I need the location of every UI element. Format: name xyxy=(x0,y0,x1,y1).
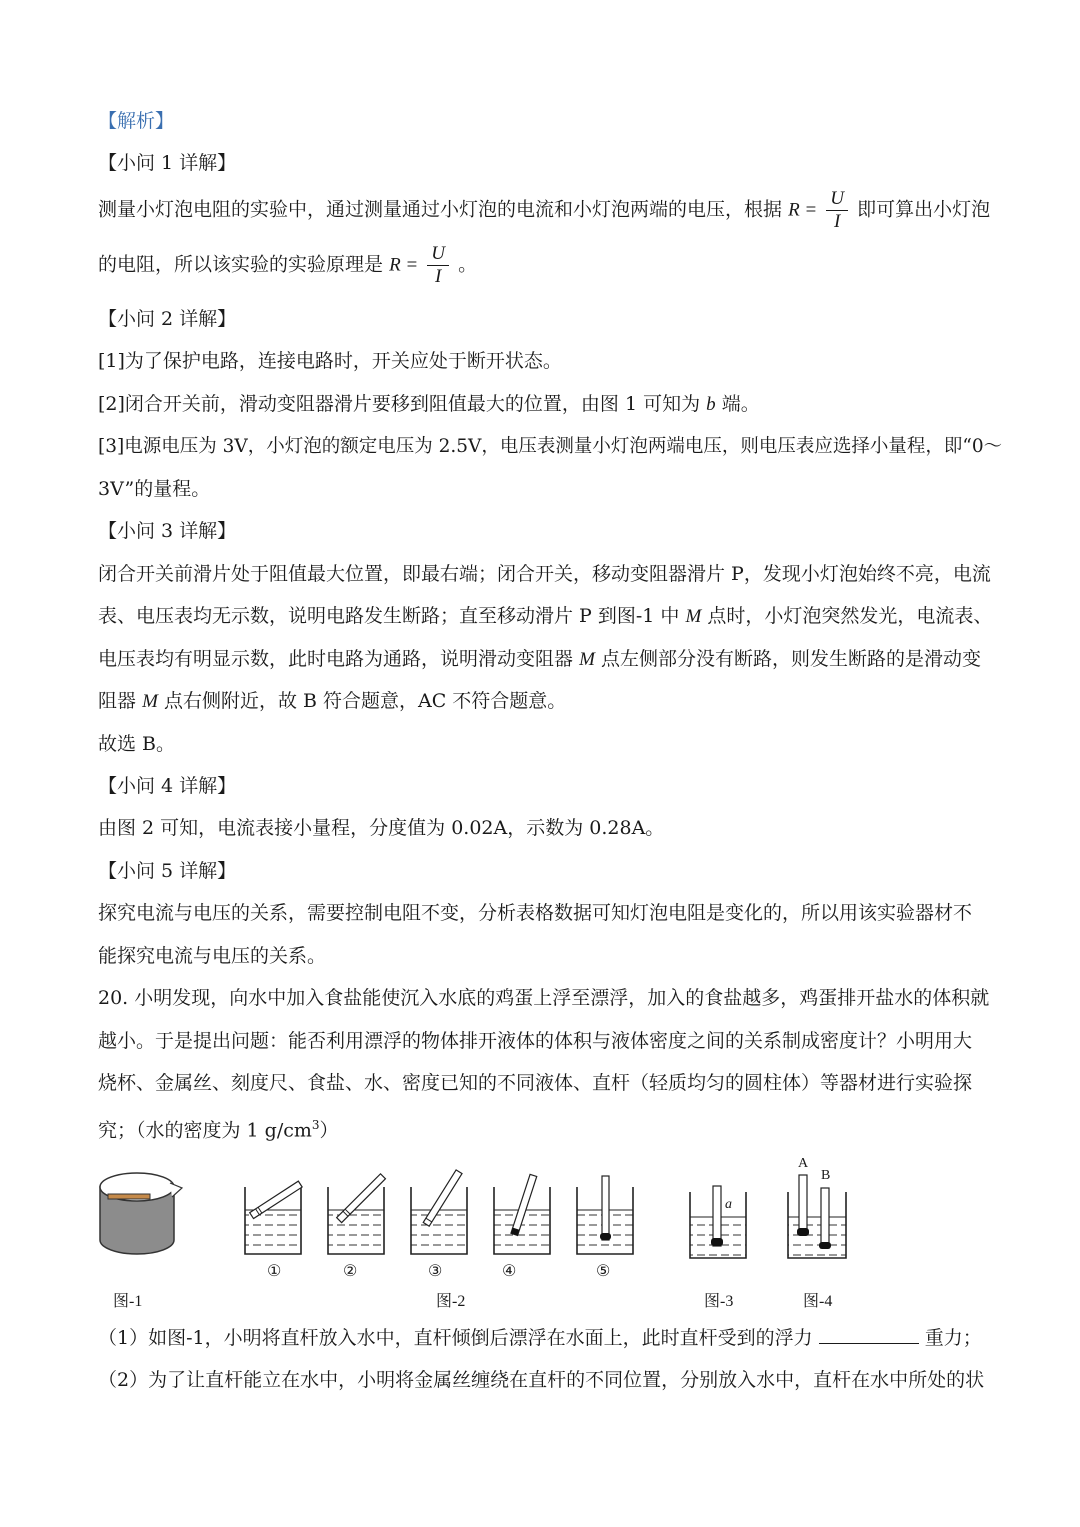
q2-header: 【小问 2 详解】 xyxy=(98,308,237,330)
q2-point2-text-b: 端。 xyxy=(721,393,760,415)
q5-line2: 能探究电流与电压的关系。 xyxy=(98,945,327,967)
q3-line2-text-a: 表、电压表均无示数，说明电路发生断路；直至移动滑片 P 到图-1 中 xyxy=(98,605,680,627)
answer-blank[interactable] xyxy=(819,1325,919,1344)
q3-line3-text-a: 电压表均有明显示数，此时电路为通路，说明滑动变阻器 xyxy=(98,648,574,670)
q3-line3-var: M xyxy=(579,649,595,670)
q20-line4-text-b: ） xyxy=(319,1119,339,1142)
formula-lhs-2: R = xyxy=(389,254,419,276)
formula-denominator-2: I xyxy=(435,266,442,287)
q3-line4-var: M xyxy=(142,691,158,712)
fig1-caption: 图-1 xyxy=(113,1293,143,1310)
q3-answer: 故选 B。 xyxy=(98,733,176,755)
q1-text-b: 即可算出小灯泡 xyxy=(857,198,991,221)
q2-point3-line1: [3]电源电压为 3V，小灯泡的额定电压为 2.5V，电压表测量小灯泡两端电压，则电压表应选择小量程，即“0～ xyxy=(98,436,1003,457)
fig2-beaker-3 xyxy=(411,1170,467,1254)
q3-line2-var: M xyxy=(685,606,702,627)
q1-text-a: 测量小灯泡电阻的实验中，通过测量通过小灯泡的电流和小灯泡两端的电压，根据 xyxy=(98,198,783,221)
q3-line4-text-b: 点右侧附近，故 B 符合题意，AC 不符合题意。 xyxy=(163,690,567,712)
fig2-caption: 图-2 xyxy=(436,1293,466,1310)
q5-line1: 探究电流与电压的关系，需要控制电阻不变，分析表格数据可知灯泡电阻是变化的，所以用该实验器材不 xyxy=(98,902,973,924)
q3-line4-text-a: 阻器 xyxy=(98,690,137,712)
q1-header: 【小问 1 详解】 xyxy=(98,152,237,174)
q20-line1: 20. 小明发现，向水中加入食盐能使沉入水底的鸡蛋上浮至漂浮，加入的食盐越多，鸡蛋排开盐水的体积就 xyxy=(98,987,990,1009)
q4-line1: 由图 2 可知，电流表接小量程，分度值为 0.02A，示数为 0.28A。 xyxy=(98,817,665,839)
fig2-label-4: ④ xyxy=(502,1263,517,1280)
q5-header: 【小问 5 详解】 xyxy=(98,860,237,882)
q3-header: 【小问 3 详解】 xyxy=(98,520,237,542)
q2-point2-text-a: [2]闭合开关前，滑动变阻器滑片要移到阻值最大的位置，由图 1 可知为 xyxy=(98,393,701,415)
fig4-beaker xyxy=(788,1175,846,1258)
formula-numerator-2: U xyxy=(427,243,449,266)
analysis-tag: 【解析】 xyxy=(98,110,175,132)
fig3-caption: 图-3 xyxy=(704,1293,734,1310)
fig2-label-2: ② xyxy=(343,1263,358,1280)
fig1-beaker xyxy=(100,1173,182,1254)
q2-point1: [1]为了保护电路，连接电路时，开关应处于断开状态。 xyxy=(98,350,562,372)
q20-line2: 越小。于是提出问题：能否利用漂浮的物体排开液体的体积与液体密度之间的关系制成密度计？小明用大 xyxy=(98,1030,973,1052)
q2-point2-var: b xyxy=(706,394,716,415)
formula-lhs: R = xyxy=(788,199,818,221)
fig3-beaker xyxy=(690,1186,746,1258)
fig2-beaker-5 xyxy=(577,1176,633,1254)
q1-text-d: 。 xyxy=(458,253,478,276)
fig2-label-5: ⑤ xyxy=(596,1263,611,1280)
fig2-beakers xyxy=(245,1170,633,1254)
fig2-beaker-2 xyxy=(328,1174,385,1254)
q2-point3-line2: 3V”的量程。 xyxy=(98,478,211,500)
fig2-label-3: ③ xyxy=(428,1263,443,1280)
q20-sub1-text-b: 重力； xyxy=(924,1327,982,1349)
fig2-label-1: ① xyxy=(267,1263,282,1280)
q20-sub2: （2）为了让直杆能立在水中，小明将金属丝缠绕在直杆的不同位置，分别放入水中，直杆在水中所处的状 xyxy=(98,1369,985,1391)
q20-line4-sup: 3 xyxy=(311,1118,320,1132)
q20-line4-text-a: 究；（水的密度为 1 g/cm xyxy=(98,1119,312,1142)
q3-line3-text-b: 点左侧部分没有断路，则发生断路的是滑动变 xyxy=(600,648,981,670)
fig4-caption: 图-4 xyxy=(803,1293,833,1310)
fig2-beaker-1 xyxy=(245,1181,302,1254)
fig2-beaker-4 xyxy=(494,1174,550,1254)
formula-numerator: U xyxy=(826,188,848,211)
fig3-label-a: a xyxy=(725,1197,732,1212)
fig4-label-A: A xyxy=(798,1156,809,1171)
q4-header: 【小问 4 详解】 xyxy=(98,775,237,797)
q1-text-c: 的电阻，所以该实验的实验原理是 xyxy=(98,253,384,276)
q20-sub1-text-a: （1）如图-1，小明将直杆放入水中，直杆倾倒后漂浮在水面上，此时直杆受到的浮力 xyxy=(98,1327,813,1349)
formula-denominator: I xyxy=(834,211,841,232)
q20-sub1 xyxy=(98,1325,998,1351)
q3-line2-text-b: 点时，小灯泡突然发光，电流表、 xyxy=(707,605,993,627)
q3-line1: 闭合开关前滑片处于阻值最大位置，即最右端；闭合开关，移动变阻器滑片 P，发现小灯泡始终不亮，电流 xyxy=(98,563,991,585)
q20-line3: 烧杯、金属丝、刻度尺、食盐、水、密度已知的不同液体、直杆（轻质均匀的圆柱体）等器材进行实验探 xyxy=(98,1072,973,1094)
fig4-label-B: B xyxy=(821,1168,831,1183)
